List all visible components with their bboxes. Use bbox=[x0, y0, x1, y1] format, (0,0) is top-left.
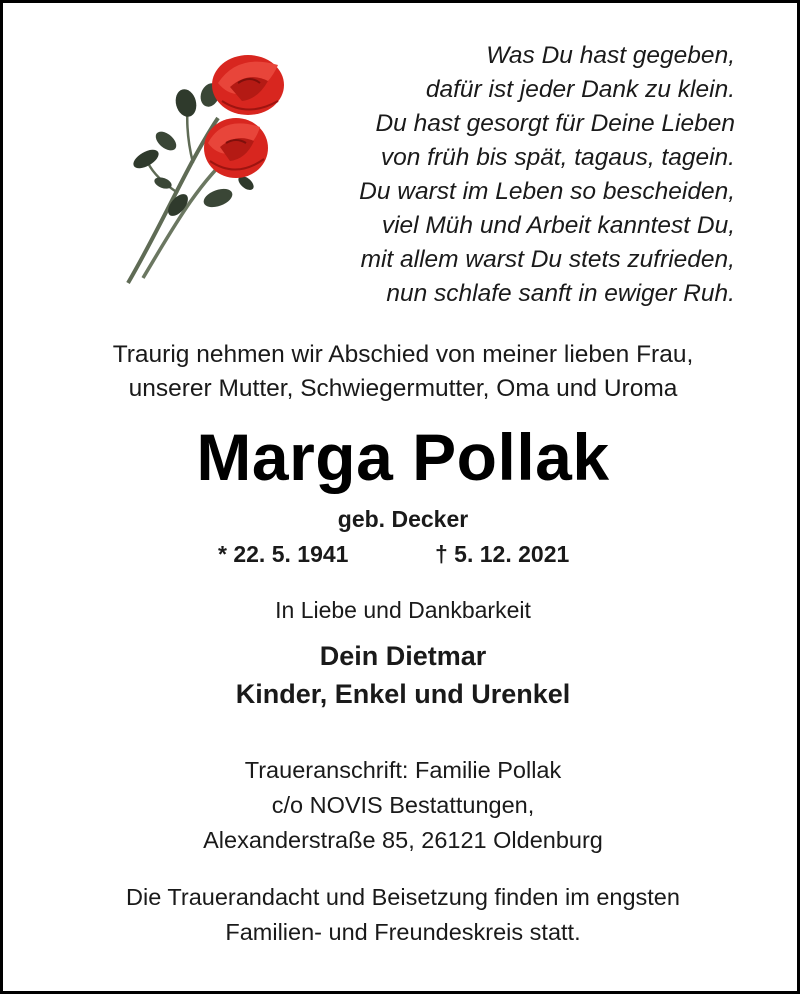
poem-line: Du warst im Leben so bescheiden, bbox=[359, 178, 735, 205]
closing-note bbox=[3, 880, 800, 950]
poem bbox=[215, 39, 735, 311]
address-line: c/o NOVIS Bestattungen, bbox=[271, 792, 535, 818]
signers bbox=[3, 637, 800, 713]
poem-line: nun schlafe sanft in ewiger Ruh. bbox=[386, 280, 735, 307]
closing-line: Familien- und Freundeskreis statt. bbox=[225, 919, 581, 945]
address-line: Alexanderstraße 85, 26121 Oldenburg bbox=[203, 827, 603, 853]
life-dates bbox=[3, 538, 800, 570]
thanks-line: In Liebe und Dankbarkeit bbox=[275, 597, 531, 623]
birth-name: geb. Decker bbox=[337, 506, 469, 532]
poem-line: Du hast gesorgt für Deine Lieben bbox=[375, 110, 735, 137]
mourning-address bbox=[3, 753, 800, 858]
poem-line: dafür ist jeder Dank zu klein. bbox=[425, 76, 735, 103]
death-date: † 5. 12. 2021 bbox=[435, 541, 570, 567]
closing-line: Die Trauerandacht und Beisetzung finden im engsten bbox=[126, 884, 680, 910]
poem-line: von früh bis spät, tagaus, tagein. bbox=[380, 144, 735, 171]
signer-line: Kinder, Enkel und Urenkel bbox=[235, 679, 571, 709]
poem-line: mit allem warst Du stets zufrieden, bbox=[360, 246, 735, 273]
intro-line: Traurig nehmen wir Abschied von meiner lieben Frau, bbox=[112, 341, 694, 368]
intro-line: unserer Mutter, Schwiegermutter, Oma und Uroma bbox=[128, 375, 678, 402]
poem-line: Was Du hast gegeben, bbox=[486, 42, 735, 69]
address-line: Traueranschrift: Familie Pollak bbox=[244, 757, 562, 783]
deceased-name: Marga Pollak bbox=[196, 420, 610, 494]
birth-date: * 22. 5. 1941 bbox=[218, 541, 349, 567]
poem-line: viel Müh und Arbeit kanntest Du, bbox=[381, 212, 735, 239]
intro-text bbox=[3, 338, 800, 406]
signer-line: Dein Dietmar bbox=[319, 641, 487, 671]
